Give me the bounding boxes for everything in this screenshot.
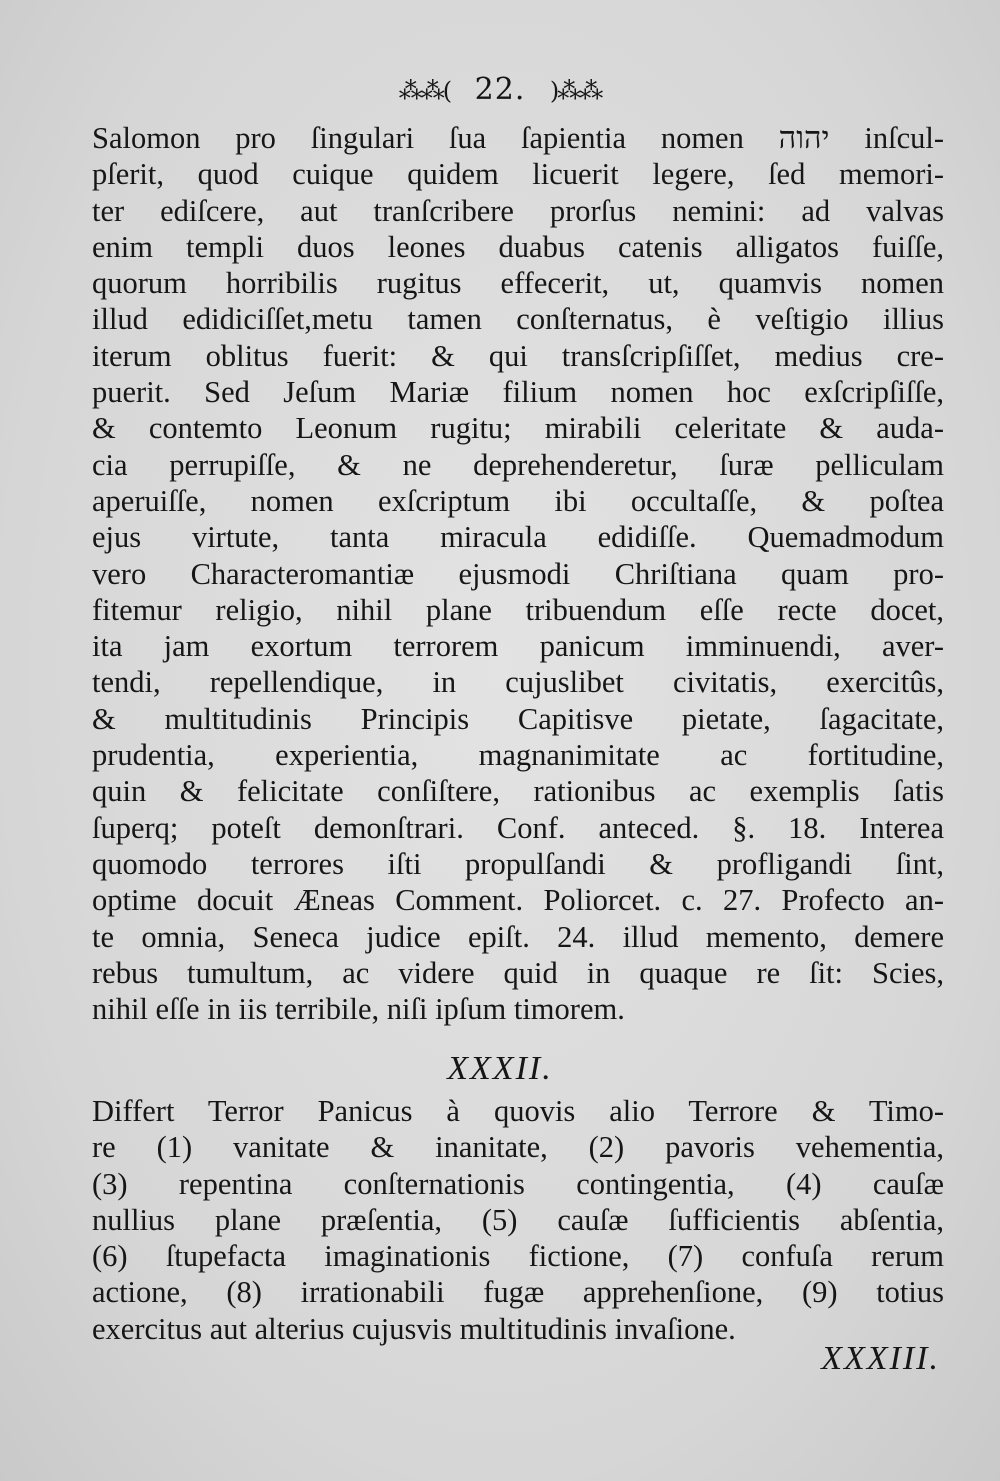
text-line: quomodo terrores iſti propulſandi & profligandi ſint,: [92, 846, 944, 881]
text-line: prudentia, experientia, magnanimitate ac fortitudine,: [92, 738, 944, 773]
text-line: quin & felicitate conſiſtere, rationibus ac exemplis ſatis: [92, 774, 944, 809]
text-line: puerit. Sed Jeſum Mariæ filium nomen hoc exſcripſiſſe,: [92, 375, 944, 410]
text-line: ſuperq; poteſt demonſtrari. Conf. anteced. §. 18. Interea: [92, 810, 944, 845]
paragraph-1: [92, 120, 944, 1027]
page-header: [0, 72, 1000, 107]
text-line: Salomon pro ſingulari ſua ſapientia nomen יהוה inſcul-: [92, 121, 944, 155]
text-line: exercitus aut alterius cujusvis multitudinis invaſione.: [92, 1311, 736, 1346]
ornament-right: )⁂⁂: [549, 77, 602, 105]
section-heading-xxxiii: XXXIII.: [821, 1340, 940, 1377]
text-line: cia perrupiſſe, & ne deprehenderetur, ſuræ pelliculam: [92, 447, 944, 482]
text-line: nullius plane præſentia, (5) cauſæ ſufficientis abſentia,: [92, 1202, 944, 1237]
text-line: iterum oblitus fuerit: & qui transſcripſiſſet, medius cre-: [92, 338, 944, 373]
ornament-left: ⁂⁂(: [398, 77, 451, 105]
text-line: quorum horribilis rugitus effecerit, ut, quamvis nomen: [92, 266, 944, 301]
text-line: re (1) vanitate & inanitate, (2) pavoris vehementia,: [92, 1130, 944, 1165]
page-number: 22.: [474, 72, 526, 107]
text-line: ter ediſcere, aut tranſcribere prorſus nemini: ad valvas: [92, 193, 944, 228]
text-line: ita jam exortum terrorem panicum imminuendi, aver-: [92, 629, 944, 664]
text-line: Differt Terror Panicus à quovis alio Terrore & Timo-: [92, 1094, 944, 1128]
text-line: actione, (8) irrationabili fugæ apprehenſione, (9) totius: [92, 1275, 944, 1310]
text-line: illud edidiciſſet,metu tamen conſternatus, è veſtigio illius: [92, 302, 944, 337]
text-line: tendi, repellendique, in cujuslibet civitatis, exercitûs,: [92, 665, 944, 700]
text-line: (3) repentina conſternationis contingentia, (4) cauſæ: [92, 1166, 944, 1201]
paragraph-2: [92, 1093, 944, 1347]
text-line: te omnia, Seneca judice epiſt. 24. illud memento, demere: [92, 919, 944, 954]
text-line: vero Characteromantiæ ejusmodi Chriſtiana quam pro-: [92, 556, 944, 591]
text-line: enim templi duos leones duabus catenis alligatos fuiſſe,: [92, 229, 944, 264]
text-line: & multitudinis Principis Capitisve pietate, ſagacitate,: [92, 701, 944, 736]
text-line: nihil eſſe in iis terribile, niſi ipſum timorem.: [92, 992, 625, 1027]
text-line: rebus tumultum, ac videre quid in quaque re ſit: Scies,: [92, 955, 944, 990]
text-line: optime docuit Æneas Comment. Poliorcet. c. 27. Profecto an-: [92, 883, 944, 918]
text-line: aperuiſſe, nomen exſcriptum ibi occultaſſe, & poſtea: [92, 483, 944, 518]
text-line: ejus virtute, tanta miracula edidiſſe. Quemadmodum: [92, 520, 944, 555]
text-line: (6) ſtupefacta imaginationis fictione, (7) confuſa rerum: [92, 1239, 944, 1274]
text-line: & contemto Leonum rugitu; mirabili celeritate & auda-: [92, 411, 944, 446]
section-heading-xxxii: XXXII.: [447, 1050, 553, 1087]
text-line: pſerit, quod cuique quidem licuerit legere, ſed memori-: [92, 157, 944, 192]
text-line: fitemur religio, nihil plane tribuendum eſſe recte docet,: [92, 592, 944, 627]
